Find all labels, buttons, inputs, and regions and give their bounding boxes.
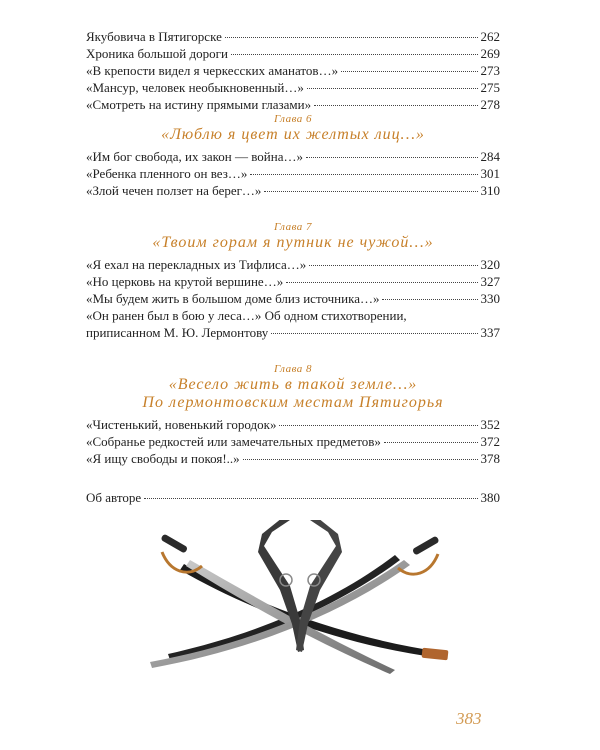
toc-entry-page: 337 <box>480 325 500 340</box>
chapter-heading-8 <box>86 363 500 412</box>
leader-dots <box>314 105 477 106</box>
chapter-subtitle: По лермонтовским местам Пятигорья <box>142 394 444 411</box>
toc-entry-page: 310 <box>480 183 500 198</box>
leader-dots <box>250 174 477 175</box>
toc-entry-title: «Мансур, человек необыкновенный…» <box>86 80 304 95</box>
leader-dots <box>279 425 477 426</box>
toc-entry-title: «Злой чечен ползет на берег…» <box>86 183 262 198</box>
toc-entry[interactable] <box>86 416 500 433</box>
toc-entry-page: 378 <box>480 451 500 466</box>
toc-entry-title: «Я ехал на перекладных из Тифлиса…» <box>86 257 307 272</box>
leader-dots <box>341 71 477 72</box>
toc-entry-title: «Чистенький, новенький городок» <box>86 417 277 432</box>
chapter-number: Глава 8 <box>273 363 313 375</box>
toc-entry-page: 320 <box>480 257 500 272</box>
toc-entry[interactable] <box>86 433 500 450</box>
toc-entry-page: 284 <box>480 149 500 164</box>
toc-entry[interactable] <box>86 273 500 290</box>
chapter-title: «Люблю я цвет их желтых лиц…» <box>161 126 425 143</box>
toc-entry-title: «Собранье редкостей или замечательных предметов» <box>86 434 381 449</box>
toc-entry[interactable] <box>86 62 500 79</box>
toc-entry-title: Об авторе <box>86 490 142 505</box>
toc-entry-title: «Он ранен был в бою у леса…» Об одном стихотворении, <box>86 308 407 323</box>
toc-entry[interactable] <box>86 307 500 341</box>
leader-dots <box>243 459 478 460</box>
toc-entry[interactable] <box>86 165 500 182</box>
chapter-title: «Весело жить в такой земле…» <box>168 376 418 393</box>
toc-entry-title: Якубовича в Пятигорске <box>86 29 222 44</box>
toc-entry[interactable] <box>86 79 500 96</box>
leader-dots <box>225 37 478 38</box>
leader-dots <box>306 157 478 158</box>
leader-dots <box>382 299 477 300</box>
chapter-heading-6 <box>86 113 500 144</box>
toc-entry-about-author[interactable] <box>86 489 500 506</box>
toc-entry-page: 352 <box>480 417 500 432</box>
toc-entry-title: «Ребенка пленного он вез…» <box>86 166 248 181</box>
toc-entry-title: «Смотреть на истину прямыми глазами» <box>86 97 312 112</box>
toc-entry-page: 301 <box>480 166 500 181</box>
toc-entry-page: 330 <box>480 291 500 306</box>
toc-entry-title: «Им бог свобода, их закон — война…» <box>86 149 303 164</box>
toc-entry[interactable] <box>86 45 500 62</box>
toc-entry[interactable] <box>86 96 500 113</box>
leader-dots <box>309 265 477 266</box>
toc-entry-page: 278 <box>480 97 500 112</box>
hilt-grip-right <box>412 536 440 556</box>
toc-entry-title-continued: приписанном М. Ю. Лермонтову <box>86 325 269 340</box>
page-number: 383 <box>456 709 482 728</box>
toc-entry[interactable] <box>86 290 500 307</box>
toc-entry[interactable] <box>86 450 500 467</box>
chapter-number: Глава 7 <box>273 221 313 233</box>
toc-entry-title: «В крепости видел я черкесских аманатов…» <box>86 63 339 78</box>
toc-entry-page: 380 <box>480 490 500 505</box>
toc-entry-page: 262 <box>480 29 500 44</box>
crossed-sabres-illustration <box>140 520 460 680</box>
toc-entry[interactable] <box>86 28 500 45</box>
toc-entry-page: 372 <box>480 434 500 449</box>
chapter-number: Глава 6 <box>273 113 313 125</box>
toc-entry-page: 275 <box>480 80 500 95</box>
toc-entry-title: «Но церковь на крутой вершине…» <box>86 274 284 289</box>
toc-entry-page: 273 <box>480 63 500 78</box>
toc-entry-title: «Я ищу свободы и покоя!..» <box>86 451 240 466</box>
toc-entry-title: Хроника большой дороги <box>86 46 228 61</box>
leader-dots <box>231 54 478 55</box>
leader-dots <box>264 191 477 192</box>
toc-entry-title: «Мы будем жить в большом доме близ источника…» <box>86 291 380 306</box>
leader-dots <box>307 88 478 89</box>
toc-entry[interactable] <box>86 182 500 199</box>
chapter-heading-7 <box>86 221 500 252</box>
table-of-contents <box>86 28 500 506</box>
scabbard-tip <box>422 648 449 661</box>
leader-dots <box>271 333 477 334</box>
toc-entry-page: 327 <box>480 274 500 289</box>
toc-entry[interactable] <box>86 256 500 273</box>
leader-dots <box>286 282 477 283</box>
leader-dots <box>144 498 477 499</box>
hilt-grip-left <box>160 534 188 554</box>
leader-dots <box>384 442 478 443</box>
chapter-title: «Твоим горам я путник не чужой…» <box>152 234 434 251</box>
toc-entry-page: 269 <box>480 46 500 61</box>
toc-entry[interactable] <box>86 148 500 165</box>
